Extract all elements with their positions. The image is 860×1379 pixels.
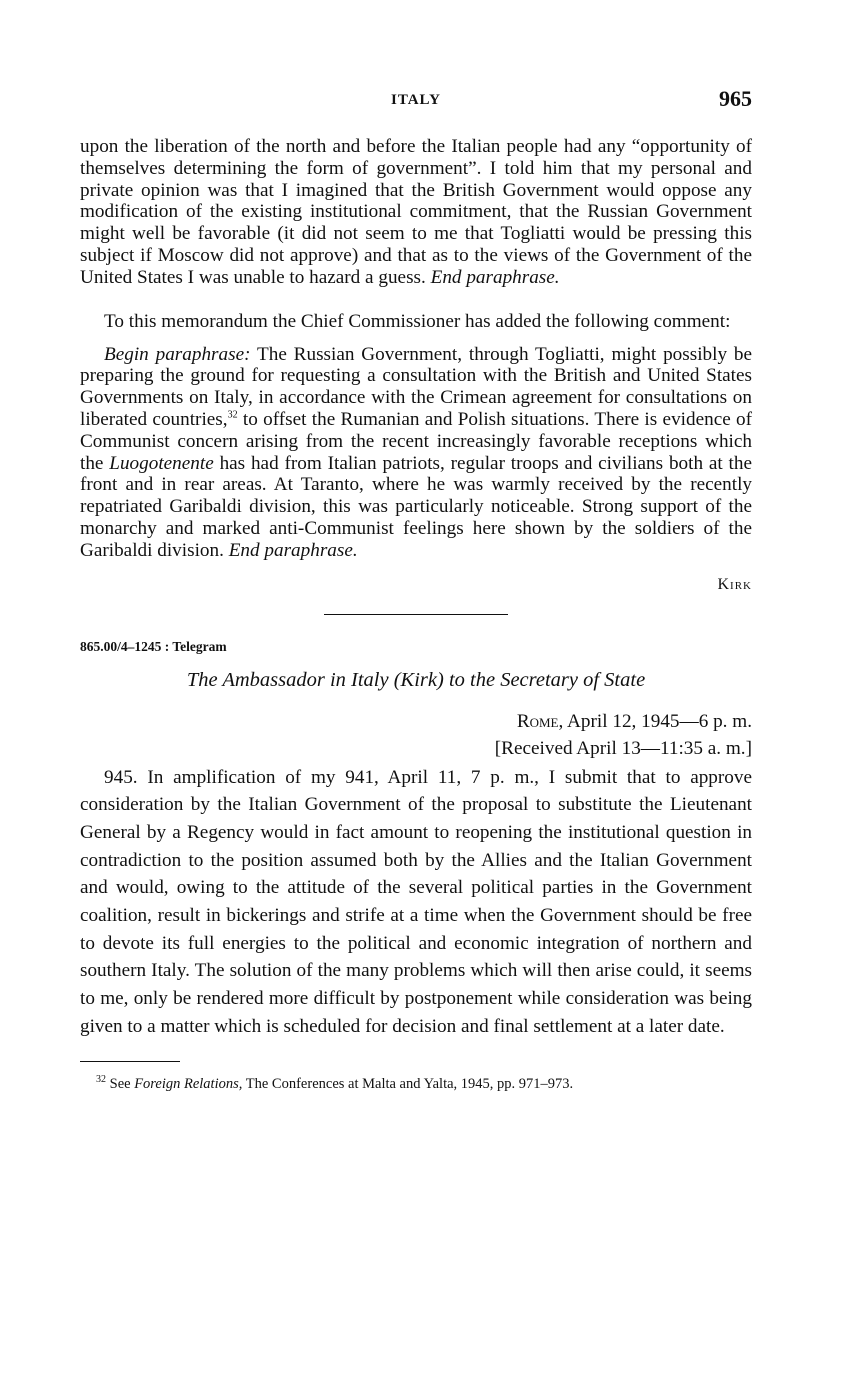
page-number: 965 — [719, 86, 752, 111]
paraphrase-text-3: has had from Italian patriots, regular troops and civilians both at the front and in rear areas. At Taranto, where he was warmly received by the recently repatriated Garibaldi division, this was particularly noticeable. Strong support of the monarchy and marked anti-Communist feelings here shown by the soldiers of the Garibaldi division. — [80, 452, 752, 561]
received-line: [Received April 13—11:35 a. m.] — [494, 737, 752, 759]
footnote — [80, 1073, 752, 1093]
dateline — [80, 708, 752, 762]
paraphrase-block — [80, 344, 752, 562]
paraphrase-text-1: The Russian Government, through Togliatti, might possibly be preparing the ground for requesting a consultation with the British and United States Governments on Italy, in accordance with the Crimean agreement for consultations on liberated countries, — [80, 343, 753, 430]
paraphrase-text-2: to offset the Rumanian and Polish situations. There is evidence of Communist concern arising from the recent increasingly favorable receptions which the — [80, 408, 753, 474]
footnote-marker: 32 — [96, 1073, 106, 1085]
signature: Kirk — [717, 575, 752, 593]
file-reference: 865.00/4–1245 : Telegram — [80, 638, 227, 654]
telegram-body: 945. In amplification of my 941, April 11, 7 p. m., I submit that to approve consideration by the Italian Government of the proposal to substitute the Lieutenant General by a Regency would in fact amount to reopening the institutional question in contradiction to the position assumed both by the Allies and the Italian Government and would, owing to the attitude of the several political parties in the Government coalition, result in bickerings and strife at a time when the Government should be free to devote its full energies to the political and economic integration of northern and southern Italy. The solution of the many problems which will then arise could, it seems to me, only be rendered more difficult by postponement while consideration was being given to a matter which is scheduled for decision and final settlement at a later date. — [80, 766, 752, 1037]
telegram-title: The Ambassador in Italy (Kirk) to the Secretary of State — [186, 668, 646, 691]
place-name: Rome, — [516, 710, 564, 732]
memo-text: upon the liberation of the north and before the Italian people had any “opportunity of themselves determining the form of government”. I told him that my personal and private opinion was that I imagined that the British Government would oppose any modification of the existing institutional commitment, that the Russian Government might well be favorable (it did not seem to me that Togliatti would be pressing this subject if Moscow did not approve) and that as to the views of the Government of the United States I was unable to hazard a guess. — [80, 136, 752, 288]
footnote-prefix: See — [109, 1075, 131, 1092]
footnote-rest: The Conferences at Malta and Yalta, 1945, pp. 971–973. — [245, 1075, 574, 1092]
footnote-rule — [80, 1061, 180, 1062]
end-paraphrase-label: End paraphrase. — [430, 266, 560, 288]
end-paraphrase-label-2: End paraphrase. — [228, 539, 358, 561]
date-line — [80, 708, 752, 735]
footnote-source-title: Foreign Relations, — [134, 1075, 243, 1092]
luogotenente-term: Luogotenente — [109, 452, 214, 474]
section-divider — [324, 614, 508, 615]
running-head — [80, 86, 752, 116]
footnote-reference: 32 — [227, 409, 238, 421]
memo-paragraph — [80, 136, 752, 289]
comment-intro: To this memorandum the Chief Commissioner has added the following comment: — [104, 310, 731, 332]
memo-continuation — [80, 136, 752, 289]
document-page — [80, 86, 752, 1093]
date-time: April 12, 1945—6 p. m. — [567, 710, 752, 732]
running-title: ITALY — [390, 92, 442, 108]
begin-paraphrase-label: Begin paraphrase: — [104, 343, 251, 365]
